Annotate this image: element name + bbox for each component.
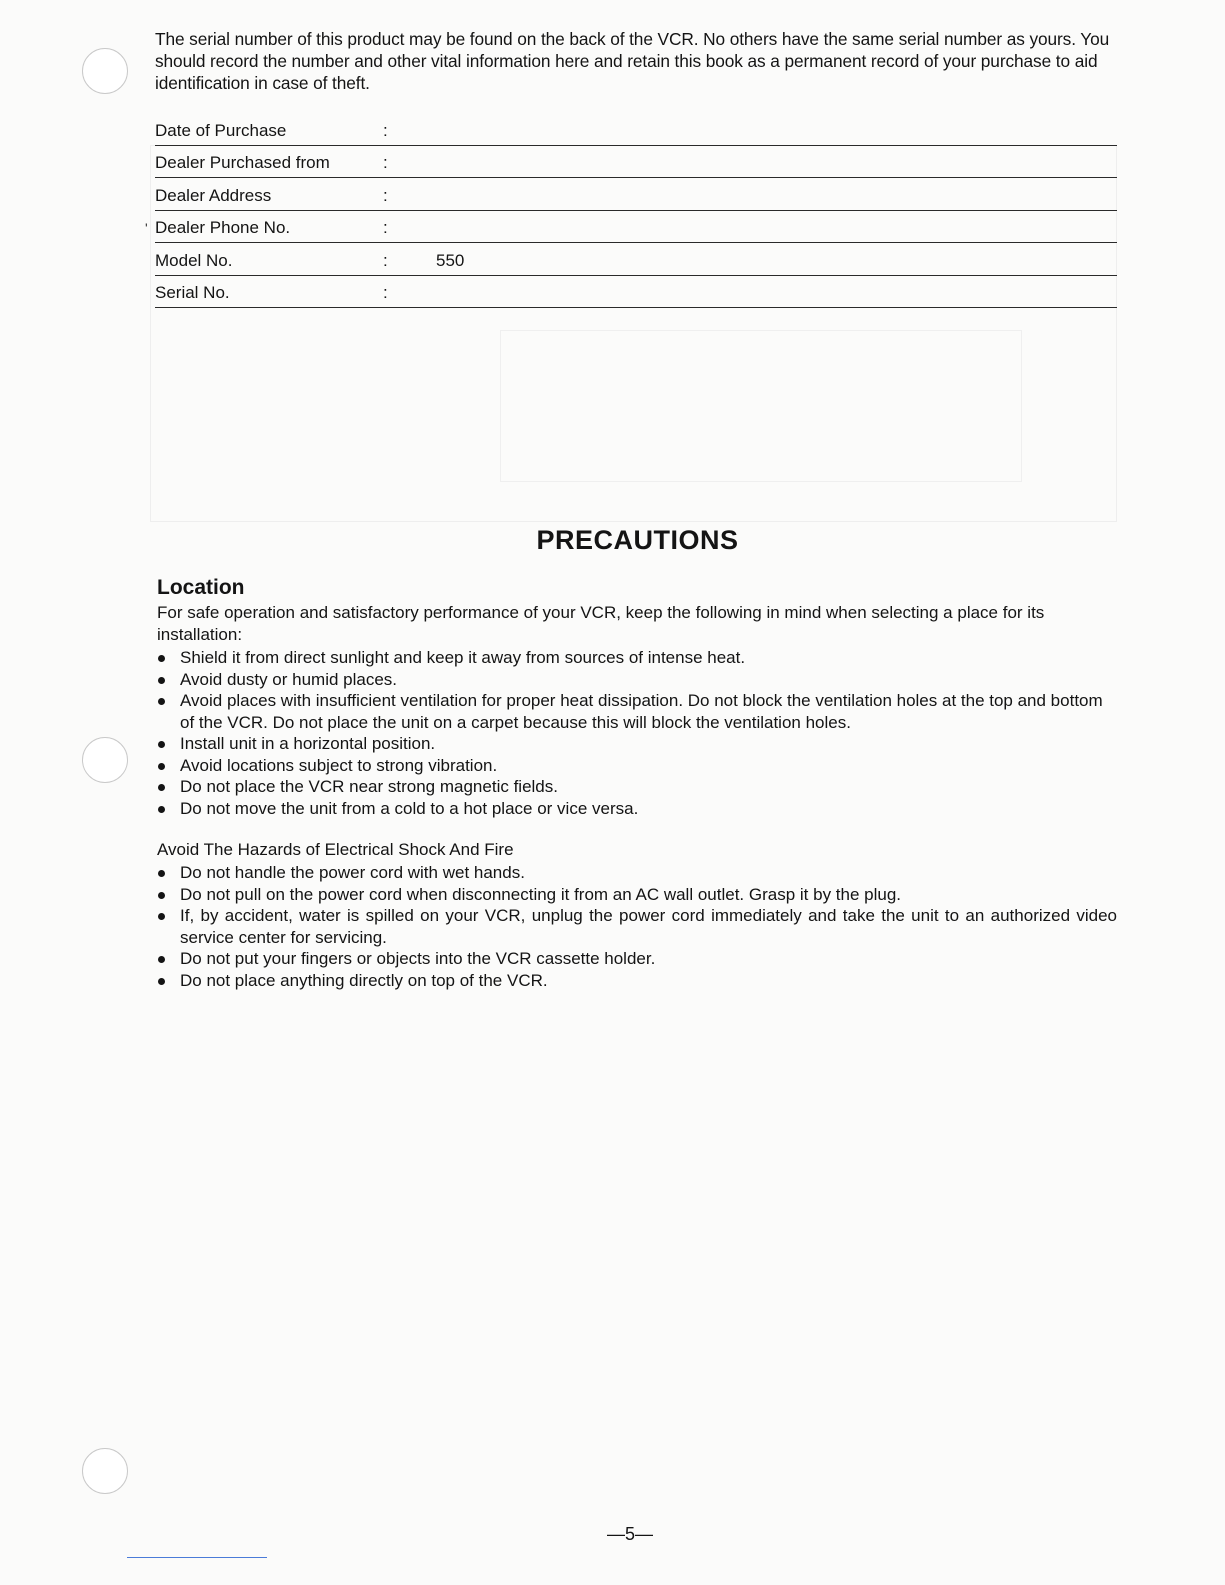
precautions-title: PRECAUTIONS [536,525,739,555]
list-item: Do not put your fingers or objects into the VCR cassette holder. [157,948,1117,970]
record-label: Serial No. [155,283,230,302]
binder-hole-top [82,48,128,94]
record-row-dealer-phone-no [145,211,1117,244]
list-item: Do not place anything directly on top of the VCR. [157,970,1117,992]
record-row-dealer-address [155,178,1117,211]
list-item: Install unit in a horizontal position. [157,733,1117,755]
record-colon: : [383,250,388,270]
binder-hole-middle [82,737,128,783]
model-number-value: 550 [436,250,465,270]
scan-edge-line [127,1557,267,1558]
record-row-model-no [155,243,1117,276]
record-label: Date of Purchase [155,120,287,140]
stray-mark: ' [145,220,148,236]
hazards-heading: Avoid The Hazards of Electrical Shock And Fire [157,840,514,859]
list-item: Do not pull on the power cord when disconnecting it from an AC wall outlet. Grasp it by the plug. [157,884,1117,906]
page-number: —5— [606,1524,653,1544]
list-item: Do not handle the power cord with wet hands. [157,862,1117,884]
hazards-bullet-list [157,862,1117,991]
location-bullet-list [157,647,1117,819]
record-label: Dealer Address [155,185,272,205]
list-item: Shield it from direct sunlight and keep it away from sources of intense heat. [157,647,1117,669]
list-item: Do not move the unit from a cold to a hot place or vice versa. [157,798,1117,820]
record-row-dealer-purchased-from [155,146,1117,179]
list-item: Avoid dusty or humid places. [157,669,1117,691]
record-colon: : [383,283,388,302]
serial-number-notice: The serial number of this product may be found on the back of the VCR. No others have the same serial number as yours. You should record the number and other vital information here and retain this book as a permanent record of your purchase to aid identification in case of theft. [155,29,1110,93]
list-item: Avoid locations subject to strong vibration. [157,755,1117,777]
location-intro: For safe operation and satisfactory performance of your VCR, keep the following in mind when selecting a place for its installation: [157,603,1045,644]
record-row-date-of-purchase [155,113,1117,146]
location-heading: Location [157,576,245,599]
record-colon: : [383,218,388,237]
record-colon: : [383,120,388,140]
record-label: Model No. [155,250,233,270]
list-item: Avoid places with insufficient ventilation for proper heat dissipation. Do not block the ventilation holes at the top and bottom of the VCR. Do not place the unit on a carpet because this will block the ventilation holes. [157,690,1117,733]
list-item: Do not place the VCR near strong magnetic fields. [157,776,1117,798]
purchase-record-table [145,113,1117,308]
bleed-through-box [500,330,1022,482]
list-item: If, by accident, water is spilled on your VCR, unplug the power cord immediately and take the unit to an authorized video service center for servicing. [157,905,1117,948]
record-label: Dealer Purchased from [155,153,330,172]
record-row-serial-no [155,276,1117,309]
record-colon: : [383,185,388,205]
record-label: Dealer Phone No. [155,218,291,237]
record-colon: : [383,153,388,172]
binder-hole-bottom [82,1448,128,1494]
